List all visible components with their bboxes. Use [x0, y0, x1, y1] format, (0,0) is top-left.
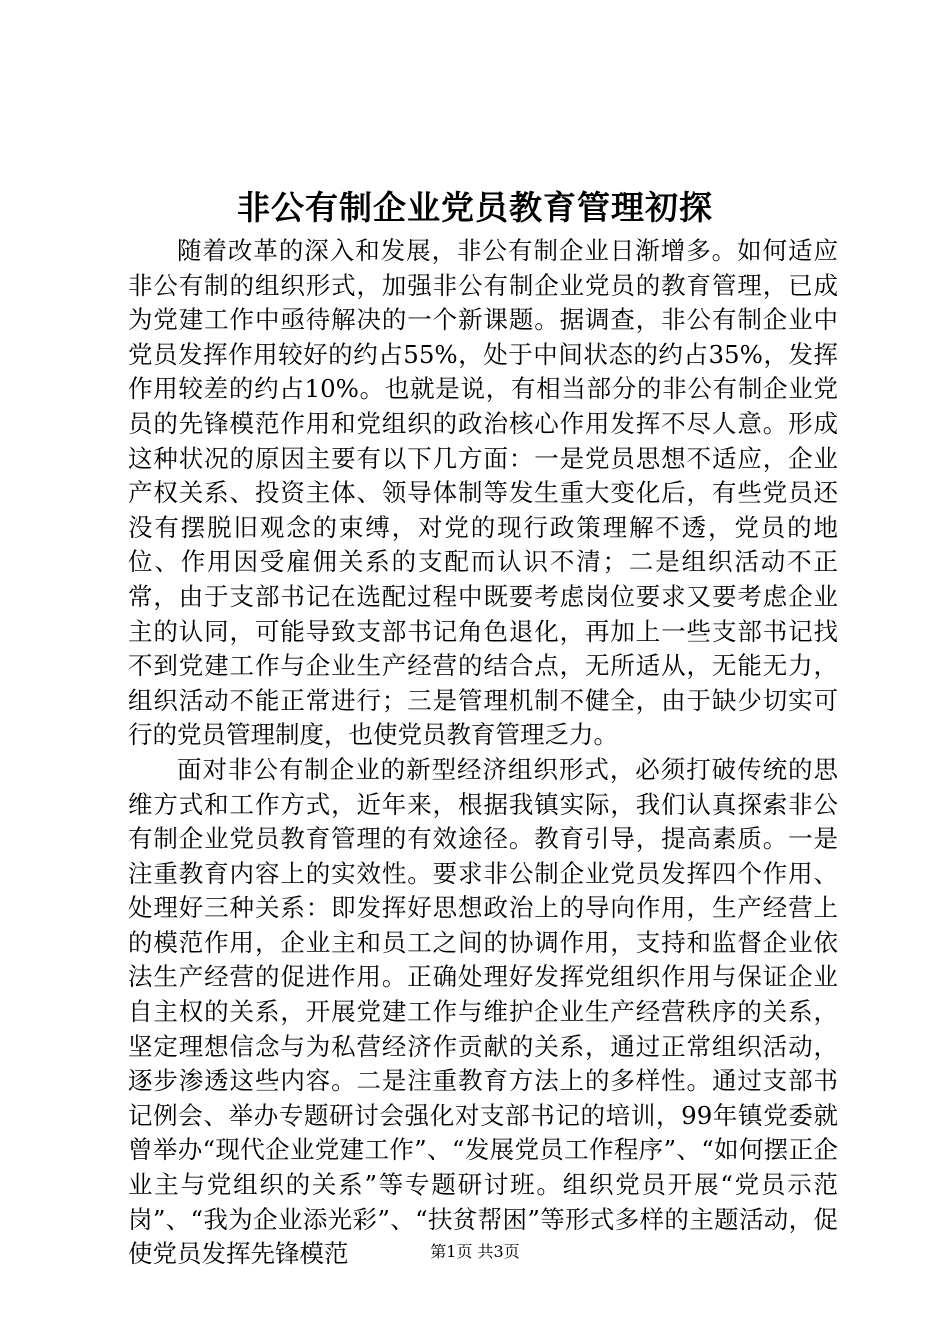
- document-body: [128, 234, 838, 1272]
- page-number-footer: 第1页 共3页: [430, 1242, 520, 1261]
- document-title: 非公有制企业党员教育管理初探: [237, 188, 713, 227]
- paragraph-1: 随着改革的深入和发展，非公有制企业日渐增多。如何适应非公有制的组织形式，加强非公有制企业党员的教育管理，已成为党建工作中亟待解决的一个新课题。据调查，非公有制企业中党员发挥作用较好的约占55%，处于中间状态的约占35%，发挥作用较差的约占10%。也就是说，有相当部分的非公有制企业党员的先锋模范作用和党组织的政治核心作用发挥不尽人意。形成这种状况的原因主要有以下几方面：一是党员思想不适应，企业产权关系、投资主体、领导体制等发生重大变化后，有些党员还没有摆脱旧观念的束缚，对党的现行政策理解不透，党员的地位、作用因受雇佣关系的支配而认识不清；二是组织活动不正常，由于支部书记在选配过程中既要考虑岗位要求又要考虑企业主的认同，可能导致支部书记角色退化，再加上一些支部书记找不到党建工作与企业生产经营的结合点，无所适从，无能无力，组织活动不能正常进行；三是管理机制不健全，由于缺少切实可行的党员管理制度，也使党员教育管理乏力。: [128, 236, 838, 750]
- paragraph-2: 面对非公有制企业的新型经济组织形式，必须打破传统的思维方式和工作方式，近年来，根据我镇实际，我们认真探索非公有制企业党员教育管理的有效途径。教育引导，提高素质。一是注重教育内容上的实效性。要求非公制企业党员发挥四个作用、处理好三种关系：即发挥好思想政治上的导向作用，生产经营上的模范作用，企业主和员工之间的协调作用，支持和监督企业依法生产经营的促进作用。正确处理好发挥党组织作用与保证企业自主权的关系，开展党建工作与维护企业生产经营秩序的关系，坚定理想信念与为私营经济作贡献的关系，通过正常组织活动，逐步渗透这些内容。二是注重教育方法上的多样性。通过支部书记例会、举办专题研讨会强化对支部书记的培训，99年镇党委就曾举办“现代企业党建工作”、“发展党员工作程序”、“如何摆正企业主与党组织的关系”等专题研讨班。组织党员开展“党员示范岗”、“我为企业添光彩”、“扶贫帮困”等形式多样的主题活动，促使党员发挥先锋模范: [128, 754, 838, 1269]
